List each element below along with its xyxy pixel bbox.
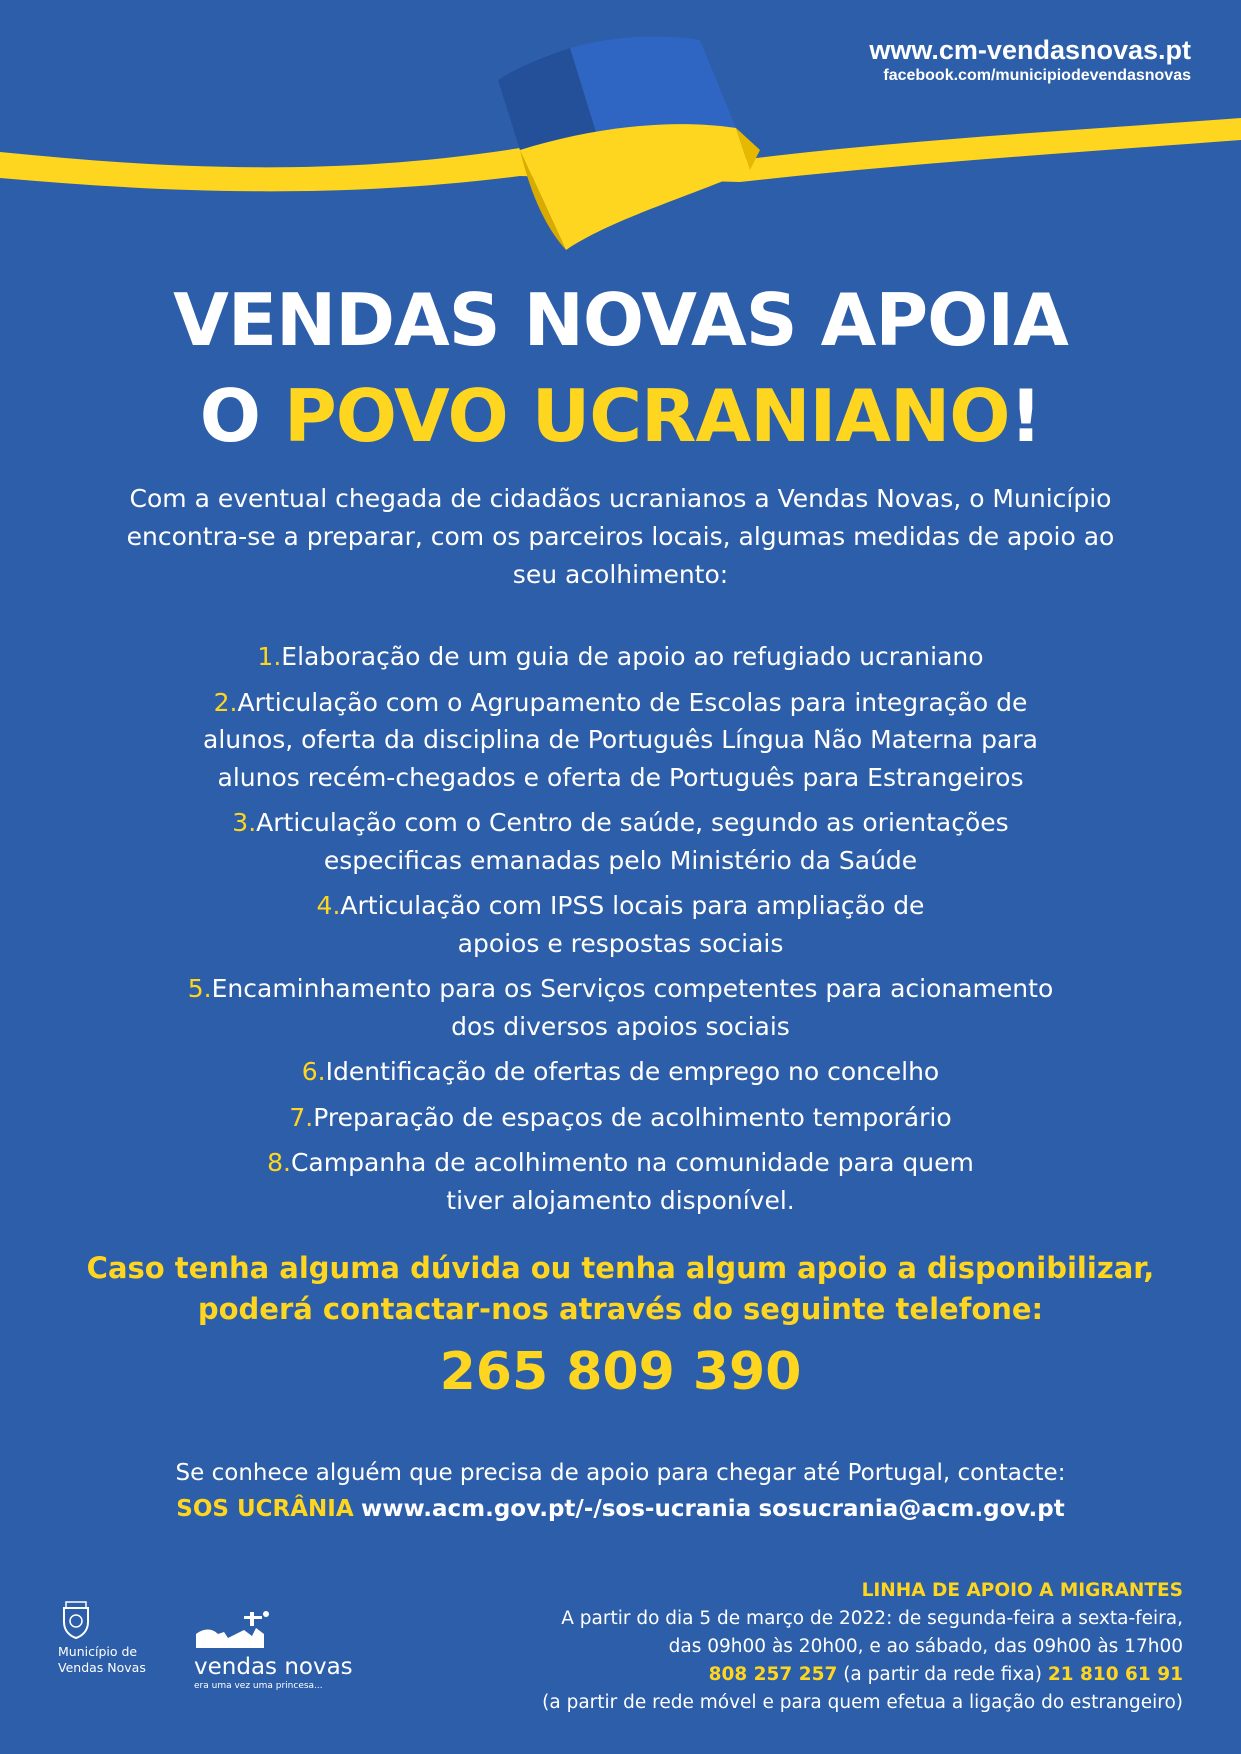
title-line-1: VENDAS NOVAS APOIA	[173, 278, 1068, 362]
coat-of-arms-icon	[58, 1600, 94, 1640]
measure-line	[80, 1182, 1161, 1220]
fixed-note: (a partir da rede fixa)	[843, 1664, 1042, 1685]
measure-text: Encaminhamento para os Serviços competentes para acionamento	[211, 974, 1054, 1003]
measure-item	[80, 1099, 1161, 1137]
sos-intro: Se conhece alguém que precisa de apoio para chegar até Portugal, contacte:	[175, 1460, 1066, 1486]
measure-number: 3.	[232, 808, 257, 837]
measure-text: Identificação de ofertas de emprego no concelho	[325, 1057, 940, 1086]
measure-number: 4.	[316, 891, 341, 920]
phone-mobile[interactable]: 21 810 61 91	[1047, 1664, 1183, 1685]
contact-prompt	[60, 1248, 1181, 1330]
measure-line	[80, 721, 1161, 759]
measure-item	[80, 1053, 1161, 1091]
title-suffix: !	[1009, 374, 1042, 458]
measure-number: 6.	[301, 1057, 326, 1086]
measure-text: Articulação com IPSS locais para ampliação de	[340, 891, 925, 920]
measure-line	[80, 1053, 1161, 1091]
measure-text: alunos, oferta da disciplina de Português Língua Não Materna para	[203, 725, 1038, 754]
municipio-name-2: Vendas Novas	[58, 1660, 146, 1675]
measure-number: 7.	[289, 1102, 314, 1132]
measure-line	[80, 638, 1161, 676]
linha-phones	[423, 1661, 1183, 1689]
measure-number: 2.	[213, 687, 238, 717]
brand-tagline: era uma vez uma princesa...	[194, 1681, 323, 1691]
measure-text: Articulação com o Agrupamento de Escolas para integração de	[237, 687, 1028, 717]
sos-details	[80, 1491, 1161, 1527]
sos-label: SOS UCRÂNIA	[176, 1496, 354, 1522]
municipio-name-1: Município de	[58, 1644, 138, 1659]
website-link[interactable]: www.cm-vendasnovas.pt	[869, 35, 1191, 65]
municipio-logo	[58, 1600, 168, 1676]
measure-item	[80, 804, 1161, 879]
measures-list	[80, 638, 1161, 1227]
measure-line	[80, 842, 1161, 880]
title-highlight: POVO UCRANIANO	[283, 374, 1010, 458]
site-links	[869, 34, 1191, 86]
linha-line-1: A partir do dia 5 de março de 2022: de segunda-feira a sexta-feira,	[561, 1608, 1183, 1629]
measure-line	[80, 970, 1161, 1008]
linha-line-4: (a partir de rede móvel e para quem efetua a ligação do estrangeiro)	[542, 1692, 1183, 1713]
cannon-landscape-icon	[194, 1608, 274, 1650]
sos-ucrania-block	[80, 1455, 1161, 1527]
linha-line-2: das 09h00 às 20h00, e ao sábado, das 09h00 às 17h00	[668, 1636, 1183, 1657]
measure-item	[80, 638, 1161, 676]
measure-number: 5.	[187, 974, 212, 1003]
linha-heading: LINHA DE APOIO A MIGRANTES	[861, 1580, 1183, 1601]
measure-text: tiver alojamento disponível.	[446, 1185, 795, 1215]
measure-line	[80, 684, 1161, 722]
measure-number: 8.	[267, 1148, 291, 1177]
title-line-2	[0, 368, 1241, 464]
migrant-support-line	[423, 1577, 1183, 1717]
measure-line	[80, 1008, 1161, 1046]
page-title	[0, 272, 1241, 464]
measure-line	[80, 1099, 1161, 1137]
phone-fixed[interactable]: 808 257 257	[708, 1664, 838, 1685]
measure-line	[80, 759, 1161, 797]
sos-email[interactable]: sosucrania@acm.gov.pt	[758, 1496, 1065, 1522]
title-prefix: O	[199, 374, 284, 458]
contact-line-1: Caso tenha alguma dúvida ou tenha algum apoio a disponibilizar,	[86, 1251, 1155, 1285]
measure-text: Preparação de espaços de acolhimento temporário	[313, 1102, 952, 1132]
measure-line	[80, 887, 1161, 925]
measure-number: 1.	[257, 642, 282, 671]
measure-text: Campanha de acolhimento na comunidade para quem	[290, 1148, 974, 1177]
facebook-link[interactable]: facebook.com/municipiodevendasnovas	[883, 67, 1191, 84]
measure-line	[80, 804, 1161, 842]
contact-line-2: poderá contactar-nos através do seguinte telefone:	[197, 1292, 1044, 1326]
measure-line	[80, 1144, 1161, 1182]
measure-text: dos diversos apoios sociais	[451, 1011, 790, 1041]
measure-text: apoios e respostas sociais	[457, 928, 784, 958]
measure-item	[80, 887, 1161, 962]
measure-text: alunos recém-chegados e oferta de Português para Estrangeiros	[217, 762, 1024, 792]
sos-url[interactable]: www.acm.gov.pt/-/sos-ucrania	[360, 1496, 752, 1522]
measure-text: especificas emanadas pelo Ministério da Saúde	[323, 845, 918, 875]
measure-line	[80, 925, 1161, 963]
contact-phone[interactable]: 265 809 390	[439, 1342, 802, 1402]
measure-item	[80, 970, 1161, 1045]
measure-item	[80, 1144, 1161, 1219]
measure-text: Elaboração de um guia de apoio ao refugiado ucraniano	[281, 642, 984, 671]
measure-item	[80, 684, 1161, 797]
vendas-novas-brand-logo	[194, 1608, 354, 1692]
intro-paragraph: Com a eventual chegada de cidadãos ucranianos a Vendas Novas, o Município encontra-se a preparar, com os parceiros locais, algumas medidas de apoio ao seu acolhimento:	[126, 484, 1115, 589]
measure-text: Articulação com o Centro de saúde, segundo as orientações	[256, 808, 1009, 837]
brand-name: vendas novas	[194, 1654, 353, 1680]
